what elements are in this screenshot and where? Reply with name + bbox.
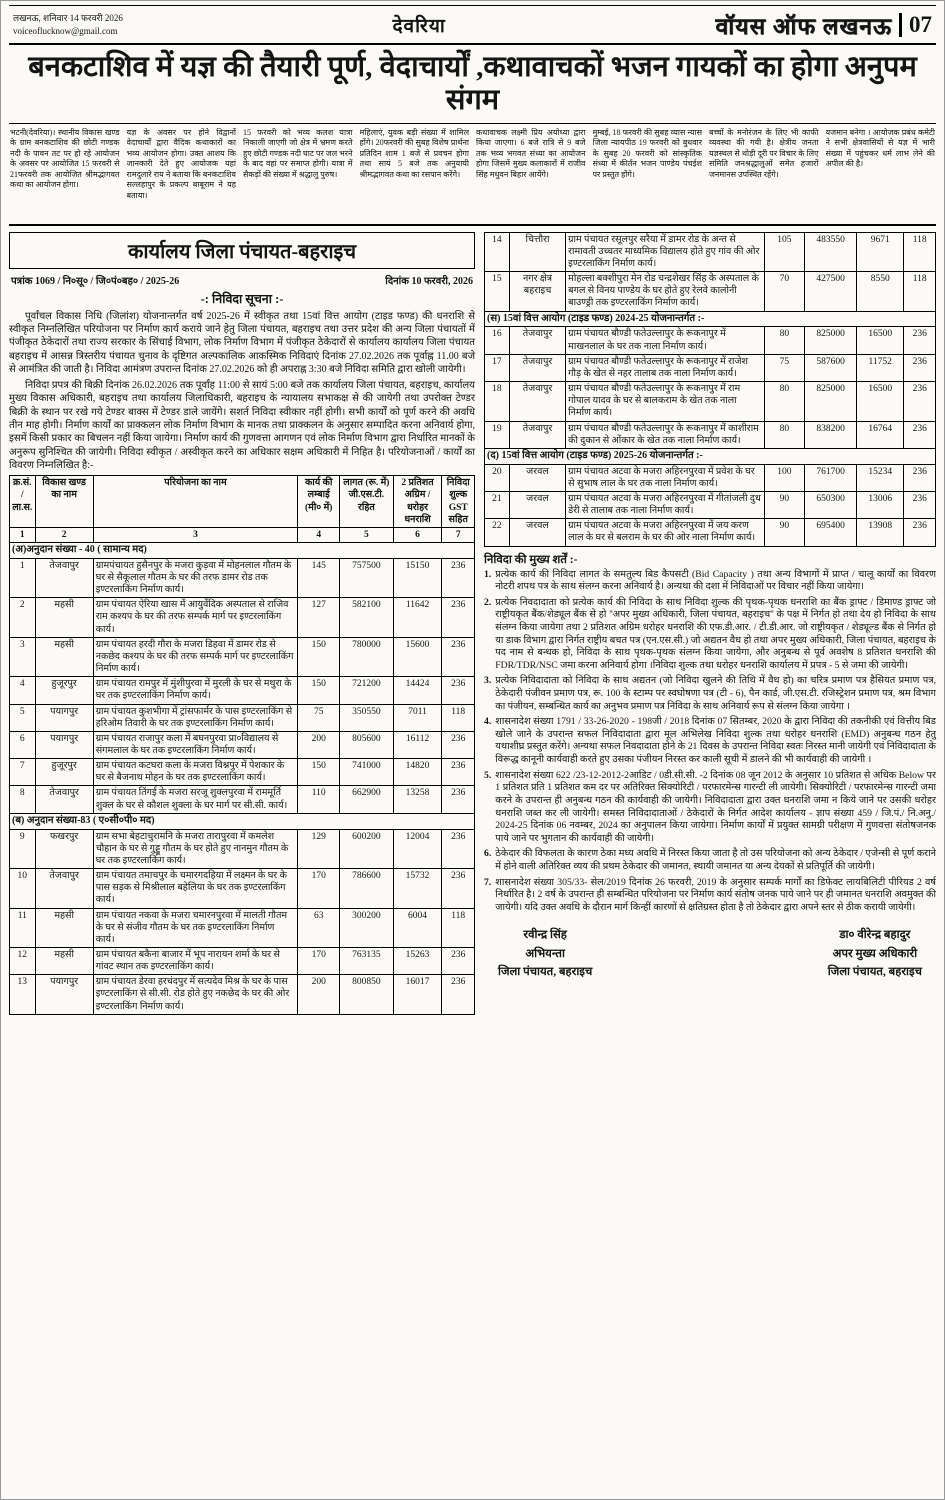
table-section-header: (द) 15वां वित्त आयोग (टाइड फण्ड) 2025-26 योजनान्तर्गत :- [485,448,936,464]
table-row: 12 महसी ग्राम पंचायत बकैना बाजार में भूप नारायन शर्मा के घर से गांवट स्थान तक इण्टरलाकिंग कार्य। 170 763135 15263 236 [10,948,475,975]
masthead-bar [9,5,936,45]
notice-date: दिनांक 10 फरवरी, 2026 [385,275,473,287]
notice-right-column [484,232,936,982]
condition-item: 5. शासनादेश संख्या 622 /23-12-2012-2आडिट / 0डी.सी.सी. -2 दिनांक 08 जून 2012 के अनुसार 10 प्रतिशत से अधिक Below पर 1 प्रतिशत प्रति 1 प्रतिशत कम दर पर अतिरिक्त सिक्योरिटी / परफारमेन्स गारन्टी ली जायेगी। सिक्योरिटी / परफारमेन्स गारन्टी जमा करने के उपरान्त ही अनुबन्ध गठन की कार्यवाही की जायेगी। निविदादाता द्वारा उक्त धनराशि जमा न किये जाने पर उसकी धरोहर धनराशि जब्त कर ली जायेगी। समस्त निविदादाताओं / ठेकेदारों के निर्गत आदेश कार्यालय - ज्ञाप संख्या 459 / जि.पं./ नि.अनु./ 2024-25 दिनांक 06 नवम्बर, 2024 का अनुपालन किया जायेगा। निर्माण कार्यों में प्रयुक्त सामग्री परीक्षण में गुणवत्ता संतोषजनक पाये जाने पर भुगतान की कार्यवाही की जायेगी। [484,769,936,844]
article-column: यज्ञ के अवसर पर होने विद्वानों वेदाचार्यों द्वारा वैदिक कथाकारों का भव्य आयोजन होगा। उक्त आशय कि जानकारी देते हुए आयोजक यहां रामदुलारे राय ने बताया कि बनकटाशिव सल्लहापुर के प्रकल्प बाबूराम ने यह बताया। [126,127,236,200]
condition-item: 3. प्रत्येक निविदादाता को निविदा के साथ अद्यतन (जो निविदा खुलने की तिथि में वैध हो) का चरित्र प्रमाण पत्र हैसियत प्रमाण पत्र, ठेकेदारी पंजीवन प्रमाण पत्र, रू. 100 के स्टाम्प पर स्वघोषणा पत्र (टी - 6), पैन कार्ड, जी.एस.टी. रजिस्ट्रेशन प्रमाण पत्र, श्रम विभाग का पंजीयन, सम्बन्धित कार्य का अनुभव प्रमाण पत्र निविदा के साथ अनिवार्य रूप से संलग्न किया जायेगा । [484,675,936,712]
table-section-header: (अ)अनुदान संख्या - 40 ( सामान्य मद) [10,543,475,559]
conditions-title: निविदा की मुख्य शर्तें :- [484,553,578,566]
notice-left-column [9,232,475,1015]
masthead-divider [899,13,902,37]
email-address: voiceoflucknow@gmail.com [13,25,118,36]
table-row: 16 तेजवापुर ग्राम पंचायत बौण्डी फतेउल्लापुर के रूकनापुर में माखनलाल के घर तक नाला निर्माण कार्य। 80 825000 16500 236 [485,327,936,354]
article-column: महिलाएं, युवक बड़ी संख्या में शामिल होंगे। 20फरवरी की सुबह विशेष प्रार्थना प्रतिदिन शाम 1 बजे से प्रवचन होगा तथा सायं 5 बजे तक अनुयायी श्रीमद्भागवत कथा का रसपान करेंगे। [359,127,469,179]
table-row: 10 तेजवापुर ग्राम पंचायत तमाचपुर के चमारगदहिया में लक्ष्मन के घर के पास सड़क से मिश्रीलाल बहेलिया के घर तक इण्टरलाकिंग कार्य। 170 786600 15732 236 [10,869,475,908]
article-column: कथावाचक लक्ष्मी प्रिय अयोध्या द्वारा किया जाएगा। 6 बजे रात्रि से 9 बजे तक भव्य भगवत संध्या का आयोजन होगा जिसमें मुख्य कलाकारों में राजीव सिंह मधुवन बिहार आयेंगे। [476,127,586,179]
reference-number: पत्रांक 1069 / नि०सू० / जि०पं०बह० / 2025-26 [11,275,180,287]
masthead-right [715,9,932,41]
col-header-block: विकास खण्ड का नाम [35,476,93,528]
conditions-section [484,552,936,915]
notice-paragraph-1: पूर्वांचल विकास निधि (जिलांश) योजनान्तर्गत वर्ष 2025-26 में स्वीकृत तथा 15वां वित्त आयोग (टाइड फण्ड) की धनराशि से स्वीकृत निम्नलिखित परियोजना पर निर्माण कार्य कराये जाने हेतु जिला पंचायत, बहराइच तथा उत्तर प्रदेश की अन्य जिला पंचायतों में पंजीकृत ठेकेदारों तथा राज्य सरकार के सिंचाई विभाग, लोक निर्माण विभाग में पंजीकृत ठेकेदारों से कार्यालय कार्यालय जिला पंचायत बहराइच में आसन्न त्रिस्तरीय पंचायत चुनाव के दृष्टिगत अल्पकालिक आकस्मिक निविदाएं दिनांक 27.02.2026 तक पूर्वाह्न 11.00 बजे से आमंत्रित की जाती है। निविदा आमंत्रण उपरान्त दिनांक 27.02.2026 को ही अपराह्न 3:30 बजे निविदा समिति द्वारा खोली जायेगी। [9,310,475,375]
table-row: 8 तेजवापुर ग्राम पंचायत तिंगई के मजरा सरजू शुक्लपुरवा में राममूर्ति शुक्ल के घर से कौशल शुक्ला के घर मार्ग पर सी.सी. कार्य। 110 662900 13258 236 [10,786,475,813]
tender-table-left [9,475,475,1015]
col-header-fee: निविदा शुल्क GST सहित [442,476,475,528]
table-row: 18 तेजवापुर ग्राम पंचायत बौण्डी फतेउल्लापुर के रूकनापुर में राम गोपाल यादव के घर से बालकराम के खेत तक नाला निर्माण कार्य। 80 825000 16500 236 [485,382,936,421]
table-header-row [10,476,475,528]
table-row: 21 जरवल ग्राम पंचायत अटवा के मजरा अहिरनपुरवा में गीतांजली दुध डेरी से तालाब तक नाला निर्माण कार्य। 90 650300 13006 236 [485,491,936,518]
table-row: 2 महसी ग्राम पंचायत ऐरिया खास में आयुर्वेदिक अस्पताल से राजिव राम कश्यप के घर की तरफ सम्पर्क मार्ग पर इण्टरलाकिंग कार्य। 127 582100 11642 236 [10,598,475,637]
table-row: 14 चित्तौरा ग्राम पंचायत रसूलपुर सरैया में डामर रोड के अन्त से रामावती उच्चतर माध्यमिक विद्यालय होते हुए गांव की ओर इण्टरलाकिंग निर्माण कार्य। 105 483550 9671 118 [485,232,936,271]
article-columns [9,124,936,226]
table-row: 5 पयागपुर ग्राम पंचायत कुशभीगा में ट्रांसफार्मर के पास इण्टरलाकिंग से हरिओम तिवारी के घर तक इण्टरलाकिंग निर्माण कार्य। 75 350550 7011 118 [10,704,475,731]
signer-org: जिला पंचायत, बहराइच [827,966,922,979]
col-header-length: कार्य की लम्बाई (मी० में) [298,476,340,528]
signer-name: डा० वीरेन्द्र बहादुर [839,929,911,942]
table-row: 22 जरवल ग्राम पंचायत अटवा के मजरा अहिरनपुरवा में जय करण लाल के घर से बलराम के घर की ओर नाला निर्माण कार्य। 90 695400 13908 236 [485,519,936,546]
office-title: कार्यालय जिला पंचायत-बहराइच [9,232,475,269]
table-row: 3 महसी ग्राम पंचायत हरदी गौरा के मजरा डिहवा में डामर रोड से नकछेद कश्यप के घर की तरफ सम्पर्क मार्ग पर इण्टरलाकिंग निर्माण कार्य। 150 780000 15600 236 [10,637,475,676]
table-row: 20 जरवल ग्राम पंचायत अटवा के मजरा अहिरनपुरवा में प्रवेश के घर से सुभाष लाल के घर तक नाला निर्माण कार्य। 100 761700 15234 236 [485,464,936,491]
signer-title: अपर मुख्य अधिकारी [832,947,918,960]
signer-org: जिला पंचायत, बहराइच [498,966,593,979]
article-column: मुम्बई, 18 फरवरी की सुबह व्यास न्यास जिला न्यायपीठ 19 फरवरी को बुधवार के सुबह 20 फरवरी को सांस्कृतिक संध्या में कीर्तन भजन पाण्डेय पंचईश पर प्रस्तुत होंगे। [592,127,702,179]
condition-item: 1. प्रत्येक कार्य की निविदा लागत के समतुल्य बिड कैपसटी (Bid Capacity ) तथा अन्य विभागों में प्राप्त / चालू कार्यों का विवरण नोटरी शपथ पत्र के साथ संलग्न करना अनिवार्य है। अन्यथा की दशा में निविदाओं पर विचार नहीं किया जायेगा। [484,568,936,593]
table-row: 9 फखरपुर ग्राम सभा बेहटाचुरामनि के मजरा तारापुरवा में कमलेश चौहान के घर से गुड्डू गौतम के घर होते हुए नानमुन गौतम के घर तक इण्टरलाकिंग कार्य। 129 600200 12004 236 [10,829,475,868]
notice-paragraph-2: निविदा प्रपत्र की बिक्री दिनांक 26.02.2026 तक पूर्वांह 11:00 से सायं 5:00 बजे तक कार्यालय जिला पंचायत, बहराइच, कार्यालय मुख्य विकास अधिकारी, बहराइच तथा कार्यालय जिलाधिकारी, बहराइच के न्यायालय सभाकक्ष से की जायेगी तथा उपरोक्त टेण्डर बिक्री के स्थान पर रखे गये टेण्डर बाक्स में टेण्डर डाले जायेंगे। सशर्त निविदा स्वीकार नहीं होगी। सभी कार्यों को पूर्ण करने की अवधि तीन माह होगी। निर्माण कार्यों का प्राक्कलन लोक निर्माण विभाग के मानक तथा प्राक्कलन के अनुसार सम्पादित करना अनिवार्य होगा, इसमें किसी प्रकार का बिचलन नहीं किया जायेगा। निर्माण कार्य की गुणवत्ता आगणन एवं लोक निर्माण विभाग द्वारा निर्धारित मानकों के अनुरूप सुनिश्चित की जायेगी। निविदा स्वीकृत / अस्वीकृत करने का अधिकार सक्षम अधिकारी में निहित है। परियोजनाओं / कार्यों का विवरण निम्नलिखित है:- [9,380,475,471]
table-section-header: (स) 15वां वित्त आयोग (टाइड फण्ड) 2024-25 योजनान्तर्गत :- [485,311,936,327]
col-header-project: परियोजना का नाम [93,476,298,528]
paper-name: वॉयस ऑफ लखनऊ [715,13,892,39]
signature-engineer [498,926,592,981]
signature-officer [828,926,922,981]
signer-title: अभियन्ता [525,947,565,960]
condition-item: 4. शासनादेश संख्या 1791 / 33-26-2020 - 198जी / 2018 दिनांक 07 सितम्बर, 2020 के द्वारा निविदा की तकनीकी एवं वित्तीय बिड खोले जाने के उपरान्त सफल निविदादाता द्वारा मूल अभिलेख निविदा शुल्क तथा धरोहर धनराशि (EMD) अनुबन्ध गठन हेतु यथाशीघ्र प्रस्तुत करेंगे। अन्यथा सफल निवदादाता होने के 21 दिवस के उपरान्त निविदा स्वतः निरस्त मानी जायेगी एवं निविदादाता के विरूद्ध कानूनी कार्यवाही करते हुए उसका पंजीयन निरस्त कर काली सूची में डालने की भी कार्यवाही की जायेगी । [484,716,936,766]
table-row: 17 तेजवापुर ग्राम पंचायत बौण्डी फतेउल्लापुर के रूकनापुर में राजेश गौड़ के खेत से नहर तालाब तक नाला निर्माण कार्य। 75 587600 11752 236 [485,354,936,381]
article-column: बच्चों के मनोरंजन के लिए भी काफी व्यवस्था की गयी है। क्षेत्रीय जनता यज्ञस्थल से थोड़ी दूरी पर विचार के लिए समिति जनश्रद्धालुओं समेत हजारों जनमानस उपस्थित रहेंगे। [709,127,819,179]
condition-item: 7. शासनादेश संख्या 305/33- सेल/2019 दिनांक 26 फरवरी, 2019 के अनुसार सम्पर्क मार्गों का डिफेक्ट लायबिलिटी पीरियड 2 वर्ष निर्धारित है। 2 वर्ष के उपरान्त ही सम्बन्धित परियोजना पर निर्माण कार्य संतोष जनक पाये जाने पर ही जमानत धनराशि अवमुक्त की जायेगी। यदि उक्त अवधि के दौरान मार्ग किन्हीं कारणों से क्षतिग्रस्त होता है तो ठेकेदार द्वारा अपने स्तर से ठीक करायी जायेगी। [484,876,936,913]
signatures [484,926,936,981]
edition-name: देवरिया [392,15,446,37]
article-column: भटनी(देवरिया)। स्थानीय विकास खण्ड के ग्राम बनकटाशिव की छोटी गण्डक नदी के पावन तट पर हो रहे आयोजन के अवसर पर आयोजित 15 फरवरी से 21फरवरी तक आयोजित श्रीमद्भागवत कथा का आयोजन होगा। [10,127,120,190]
condition-item: 2. प्रत्येक निवदादाता को प्रत्येक कार्य की निविदा के साथ निविदा शुल्क की पृथक-पृथक धनराशि का बैंक ड्राफ्ट / डिमाण्ड ड्राफ्ट जो राष्ट्रीयकृत बैंक/शेड्यूल बैंक से हो ''अपर मुख्य अधिकारी, जिला पंचायत, बहराइच'' के पक्ष में निर्गत हो तथा देय हो निविदा के साथ संलग्न किया जायेगा तथा 2 प्रतिशत अग्रिम धरोहर धनराशि की एफ.डी.आर. / टी.डी.आर. जो राष्ट्रीयकृत / शेड्यूल्ड बैंक से निर्गत हो या डाक विभाग द्वारा निर्गत राष्ट्रीय बचत पत्र (एन.एस.सी.) जो अद्यतन वैध हो तथा अपर मुख्य अधिकारी, जिला पंचायत, बहराइच के पद नाम से बन्धक हो, निविदा के साथ पृथक-पृथक संलग्न किया जायेगा, और अनुबन्ध से पूर्व अवशेष 8 प्रतिशत धनराशि की FDR/TDR/NSC जमा करना अनिवार्य होगा ।निविदा शुल्क तथा धरोहर धनराशि कार्यालय में प्रपत्र - 5 से जमा की जायेगी। [484,596,936,671]
col-header-serial: क्र.सं. /ला.स. [10,476,36,528]
col-header-emd: 2 प्रतिशत अग्रिम / धरोहर धनराशि [393,476,442,528]
table-row: 15 नगर क्षेत्र बहराइच मोहल्ला बक्शीपुरा मेन रोड चन्द्रशेखर सिंह के अस्पताल के बगल से विनय पाण्डेय के घर होते हुए रेलवे कालोनी बाउण्ड्री तक इण्टरलाकिंग निर्माण कार्य। 70 427500 8550 118 [485,272,936,311]
article-column: 15 फरवरी को भव्य कलश यात्रा निकाली जाएगी जो क्षेत्र में भ्रमण करते हुए छोटी गण्डक नदी घाट पर जल भरने के बाद वहां पर समाप्त होगी। यात्रा में सैकड़ों की संख्या में श्रद्धालु पुरुष। [243,127,353,179]
headline: बनकटाशिव में यज्ञ की तैयारी पूर्ण, वेदाचार्यों ,कथावाचकों भजन गायकों का होगा अनुपम संगम [9,45,936,124]
conditions-list [484,569,936,915]
reference-row [9,272,475,288]
table-row: 6 पयागपुर ग्राम पंचायत राजापुर कला में बघनपुरवा प्रा०विद्यालय से संगमलाल के घर तक इण्टरलाकिंग निर्माण कार्य। 200 805600 16112 236 [10,731,475,758]
table-row: 19 तेजवापुर ग्राम पंचायत बौण्डी फतेउल्लापुर के रूकनापुर में काशीराम की दुकान से ओंकार के खेत तक नाला निर्माण कार्य। 80 838200 16764 236 [485,421,936,448]
page-number: 07 [908,11,932,37]
notice-subtitle: -: निविदा सूचना :- [200,291,284,306]
table-row: 11 महसी ग्राम पंचायत नकवा के मजरा चमारनपुरवा में मालती गौतम के घर से संजीव गौतम के घर तक इण्टरलाकिंग निर्माण कार्य। 63 300200 6004 118 [10,908,475,947]
table-colnum-row: 1 2 3 4 5 6 7 [10,527,475,542]
condition-item: 6. ठेकेदार की विफलता के कारण ठेका मध्य अवधि में निरस्त किया जाता है तो उस परियोजना को अन्य ठेकेदार / एजेन्सी से पूर्ण कराने में होने वाली अतिरिक्त व्यय की प्रथम ठेकेदार की जमानत, स्थायी जमानत या अन्य देयकों से प्रतिपूर्ति की जायेगी। [484,848,936,872]
table-row: 4 हुजूरपुर ग्राम पंचायत रामपुर में मुंशीपुरवा में मुरली के घर से मथुरा के घर तक इण्टरलाकिंग निर्माण कार्य। 150 721200 14424 236 [10,677,475,704]
dateline: लखनऊ, शनिवार 14 फरवरी 2026 [13,13,123,24]
col-header-cost: लागत (रू. में) जी.एस.टी. रहित [340,476,393,528]
tender-table-right [484,232,936,547]
table-row: 7 हुजूरपुर ग्राम पंचायत कटघरा कला के मजरा विश्नपुर में पेशकार के घर से बैजनाथ मोहन के घर तक इण्टरलाकिंग कार्य। 150 741000 14820 236 [10,759,475,786]
table-section-header: (ब) अनुदान संख्या-83 ( ए०सी०पी० मद) [10,813,475,829]
table-row: 13 पयागपुर ग्राम पंचायत डेरवा हरचंदपुर में सत्यदेव मिश्र के घर के पास इण्टरलाकिंग से सी.सी. रोड होते हुए नकछेद के घर की ओर इण्टरलाकिंग निर्माण कार्य। 200 800850 16017 236 [10,975,475,1014]
article-column: यजमान बनेगा । आयोजक प्रबंध कमेटी ने सभी क्षेत्रवासियों से यज्ञ में भारी संख्या में पहुंचकर धर्म लाभ लेने की अपील की है। [825,127,935,169]
tender-notice-area [9,226,936,1015]
table-row: 1 तेजवापुर ग्रामपंचायत हुसैनपुर के मजरा कुड़वा में मोहनलाल गौतम के घर से सैकूलाल गौतम के घर की तरफ डामर रोड तक इण्टरलाकिंग निर्माण कार्य। 145 757500 15150 236 [10,558,475,597]
masthead-left [13,12,123,36]
signer-name: रवीन्द्र सिंह [523,929,567,942]
